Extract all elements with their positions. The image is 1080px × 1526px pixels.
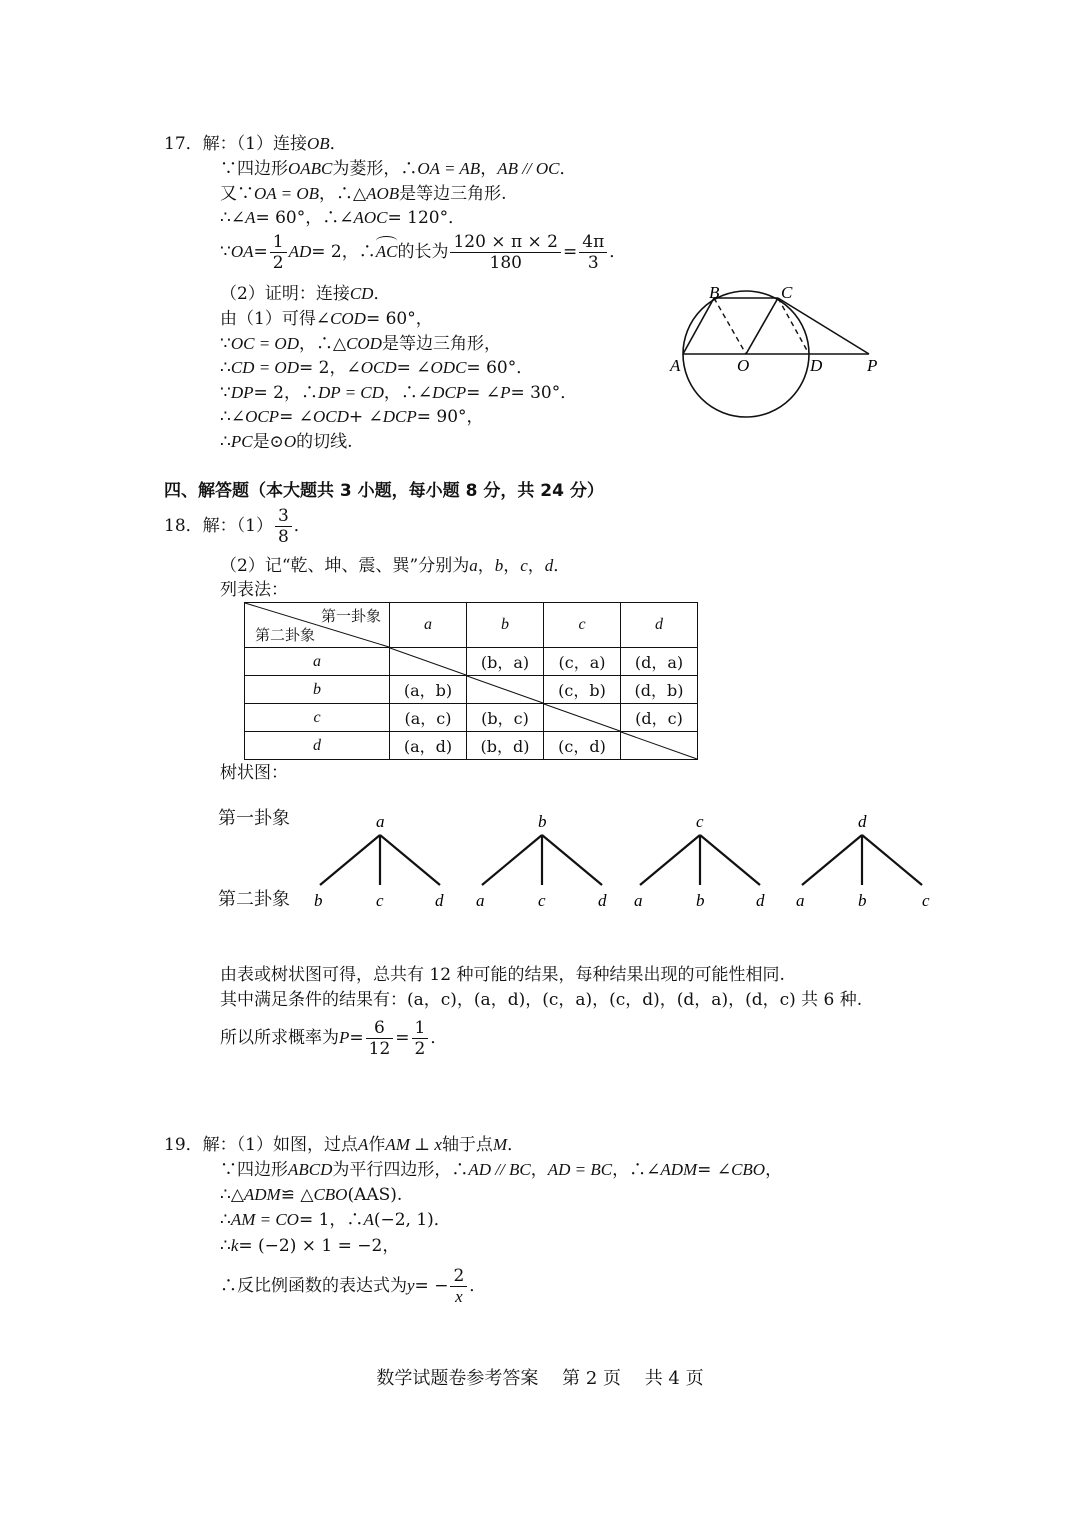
q19-line-3: ∴△ADM≌ △CBO(AAS).	[220, 1185, 403, 1205]
table-cell: (b，a)	[467, 648, 544, 676]
fraction-one-half: $\frac{1}{2}$	[270, 232, 287, 273]
label-d: D	[810, 356, 823, 375]
q17-line-1: 17．解：（1）连接OB．	[164, 134, 347, 154]
q17-line-6: （2）证明：连接CD．	[220, 284, 391, 304]
table-row	[245, 704, 698, 732]
q17-line-5: ∵OA= $\frac{1}{2}$ AD= 2，∴AC的长为 $\frac{120 \times \pi \times 2}{180}$ = $\frac{4\pi}{3}$ ．	[220, 232, 627, 273]
tree-root: a	[376, 812, 385, 831]
q17-line-9: ∴CD = OD= 2，∠OCD= ∠ODC= 60°．	[220, 358, 534, 378]
q17-line-12: ∴PC是⊙O的切线.	[220, 432, 353, 452]
fraction-one-half-result: $\frac{1}{2}$	[412, 1018, 429, 1059]
q19-line-6: ∴反比例函数的表达式为y= − $\frac{2}{x}$ ．	[220, 1266, 487, 1306]
tree-root: b	[538, 812, 547, 831]
q17-line-2: ∵四边形OABC为菱形，∴OA = AB，AB // OC．	[220, 159, 577, 179]
table-cell: (a，c)	[390, 704, 467, 732]
tree-leaf: d	[756, 891, 765, 910]
tree-root: d	[858, 812, 867, 831]
table-cell: (d，b)	[621, 676, 698, 704]
table-cell: (a，d)	[390, 732, 467, 760]
table-method-label: 列表法：	[220, 580, 288, 600]
table-cell: (c，b)	[544, 676, 621, 704]
q17-line-7: 由（1）可得∠COD= 60°，	[220, 309, 433, 329]
table-cell-diagonal	[621, 732, 698, 760]
fraction-three-eighths: $\frac{3}{8}$	[275, 506, 292, 547]
table-cell: (c，d)	[544, 732, 621, 760]
q19-line-5: ∴k= (−2) × 1 = −2，	[220, 1236, 400, 1256]
label-a: A	[670, 356, 681, 375]
q18-line-2: （2）记“乾、坤、震、巽”分别为a，b，c，d．	[220, 556, 571, 576]
line-ob-dashed	[714, 298, 746, 354]
outcome-table	[244, 602, 698, 760]
tree-leaf: c	[538, 891, 546, 910]
tree-group-d	[796, 812, 930, 910]
label-c: C	[781, 283, 793, 302]
table-row-header: b	[245, 676, 390, 704]
q17-line-3: 又∵OA = OB，∴△AOB是等边三角形.	[220, 184, 507, 204]
tree-diagram	[300, 808, 940, 918]
label-o: O	[737, 356, 750, 375]
tree-group-a	[314, 812, 444, 910]
tree-level-2-label: 第二卦象	[218, 889, 290, 910]
q17-line-8: ∵OC = OD，∴△COD是等边三角形，	[220, 334, 501, 354]
table-row-header: d	[245, 732, 390, 760]
line-cp	[778, 298, 869, 354]
tree-leaf: b	[314, 891, 323, 910]
tree-leaf: a	[634, 891, 643, 910]
tree-level-1-label: 第一卦象	[218, 808, 290, 829]
table-row	[245, 676, 698, 704]
table-cell-diagonal	[467, 676, 544, 704]
table-corner-cell	[245, 603, 390, 648]
fraction-arc-length: $\frac{120 \times \pi \times 2}{180}$	[450, 232, 561, 273]
tree-leaf: a	[796, 891, 805, 910]
table-col-header: b	[467, 603, 544, 648]
table-cell: (c，a)	[544, 648, 621, 676]
tree-leaf: d	[598, 891, 607, 910]
corner-bottom-label: 第二卦象	[255, 626, 316, 644]
tree-leaf: b	[696, 891, 705, 910]
fraction-result: $\frac{4\pi}{3}$	[579, 232, 607, 273]
q19-line-4: ∴AM = CO= 1，∴A(−2, 1)．	[220, 1210, 451, 1230]
tree-leaf: d	[435, 891, 444, 910]
q18-line-1: 18．解：（1） $\frac{3}{8}$ ．	[164, 506, 311, 547]
table-row	[245, 648, 698, 676]
tree-leaf: b	[858, 891, 867, 910]
table-cell: (a，b)	[390, 676, 467, 704]
section-heading: 四、解答题（本大题共 3 小题，每小题 8 分，共 24 分）	[164, 481, 604, 501]
tree-group-b	[476, 812, 607, 910]
tree-group-c	[634, 812, 765, 910]
table-cell: (d，c)	[621, 704, 698, 732]
table-cell: (b，d)	[467, 732, 544, 760]
fraction-two-over-x: $\frac{2}{x}$	[450, 1266, 467, 1307]
page-footer: 数学试题卷参考答案 第 2 页 共 4 页	[376, 1368, 704, 1389]
q17-line-10: ∵DP= 2，∴DP = CD，∴∠DCP= ∠P= 30°．	[220, 383, 578, 403]
table-header-row	[245, 603, 698, 648]
table-cell: (d，a)	[621, 648, 698, 676]
table-row-header: c	[245, 704, 390, 732]
table-row	[245, 732, 698, 760]
tree-leaf: c	[376, 891, 384, 910]
table-cell: (b，c)	[467, 704, 544, 732]
fraction-six-twelfths: $\frac{6}{12}$	[366, 1018, 394, 1059]
tree-leaf: a	[476, 891, 485, 910]
table-col-header: d	[621, 603, 698, 648]
line-cd-dashed	[778, 298, 809, 354]
table-col-header: a	[390, 603, 467, 648]
circle-tangent-figure	[660, 280, 900, 440]
q19-line-2: ∵四边形ABCD为平行四边形，∴AD // BC，AD = BC，∴∠ADM= ∠CBO，	[220, 1160, 783, 1180]
q18-conclusion-2: 其中满足条件的结果有：(a，c)，(a，d)，(c，a)，(c，d)，(d，a)，(d，c) 共 6 种.	[220, 990, 863, 1010]
q17-line-11: ∴∠OCP= ∠OCD+ ∠DCP= 90°，	[220, 407, 484, 427]
q19-line-1: 19．解：（1）如图，过点A作AM ⊥ x轴于点M．	[164, 1135, 525, 1155]
table-cell-diagonal	[544, 704, 621, 732]
tree-root: c	[696, 812, 704, 831]
q18-conclusion-3: 所以所求概率为P= $\frac{6}{12}$ = $\frac{1}{2}$ ．	[220, 1018, 448, 1059]
q18-conclusion-1: 由表或树状图可得，总共有 12 种可能的结果，每种结果出现的可能性相同.	[220, 965, 785, 985]
corner-top-label: 第一卦象	[320, 607, 381, 625]
arc-ac: AC	[375, 242, 398, 261]
q17-line-4: ∴∠A= 60°，∴∠AOC= 120°．	[220, 208, 466, 228]
line-ab	[683, 298, 714, 354]
table-cell-diagonal	[390, 648, 467, 676]
table-row-header: a	[245, 648, 390, 676]
table-col-header: c	[544, 603, 621, 648]
label-b: B	[709, 283, 720, 302]
label-p: P	[867, 356, 878, 375]
line-oc	[746, 298, 778, 354]
tree-leaf: c	[922, 891, 930, 910]
tree-diagram-label: 树状图：	[220, 763, 288, 783]
